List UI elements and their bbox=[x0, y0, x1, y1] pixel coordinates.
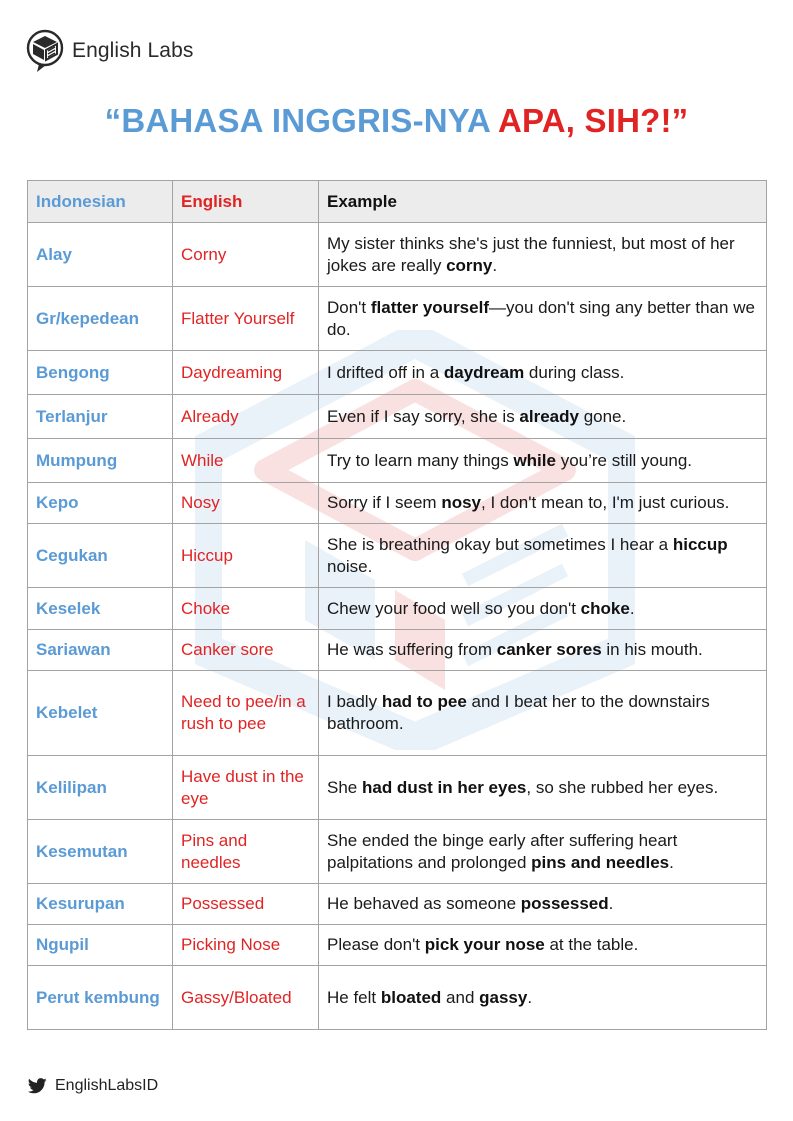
example-text: during class. bbox=[524, 362, 625, 382]
cell-english: Choke bbox=[173, 588, 319, 630]
example-keyword: had to pee bbox=[381, 692, 467, 711]
cell-example bbox=[319, 351, 767, 395]
example-text: , so she rubbed her eyes. bbox=[526, 777, 719, 797]
header-example: Example bbox=[319, 181, 767, 223]
example-keyword: pick your nose bbox=[424, 935, 545, 954]
cell-indonesian: Kesemutan bbox=[28, 820, 173, 884]
example-text: . bbox=[629, 598, 635, 618]
example-keyword: daydream bbox=[443, 362, 525, 382]
example-text: and I beat her to the downstairs bathroom. bbox=[327, 692, 710, 733]
example-text: Try to learn many things bbox=[327, 450, 514, 470]
cell-indonesian: Terlanjur bbox=[28, 395, 173, 439]
cell-example bbox=[319, 925, 767, 966]
table-row bbox=[28, 671, 767, 756]
example-keyword: flatter yourself bbox=[370, 297, 489, 317]
cell-indonesian: Perut kembung bbox=[28, 966, 173, 1030]
cell-indonesian: Sariawan bbox=[28, 630, 173, 671]
example-text: gone. bbox=[578, 406, 627, 426]
cell-example bbox=[319, 884, 767, 925]
example-keyword: corny bbox=[446, 255, 493, 275]
twitter-handle: EnglishLabsID bbox=[55, 1077, 159, 1094]
title-part-blue: “BAHASA INGGRIS-NYA bbox=[104, 102, 498, 139]
table-row bbox=[28, 925, 767, 966]
twitter-icon bbox=[28, 1078, 47, 1094]
page-title bbox=[0, 102, 793, 140]
example-keyword: hiccup bbox=[672, 534, 728, 554]
table-row bbox=[28, 223, 767, 287]
table-row bbox=[28, 756, 767, 820]
example-text: I drifted off in a bbox=[327, 362, 444, 382]
cell-english: Hiccup bbox=[173, 524, 319, 588]
example-text: and bbox=[441, 987, 480, 1007]
example-text: She bbox=[327, 777, 362, 797]
example-text: Please don't bbox=[327, 935, 425, 954]
example-keyword: while bbox=[513, 450, 556, 470]
cell-example bbox=[319, 223, 767, 287]
cell-example bbox=[319, 588, 767, 630]
cell-english: Corny bbox=[173, 223, 319, 287]
title-part-red: APA, SIH?!” bbox=[497, 102, 689, 139]
cell-english: Pins and needles bbox=[173, 820, 319, 884]
cell-english: Nosy bbox=[173, 483, 319, 524]
example-text: He behaved as someone bbox=[327, 894, 521, 913]
cell-indonesian: Kesurupan bbox=[28, 884, 173, 925]
cell-indonesian: Kebelet bbox=[28, 671, 173, 756]
cell-example bbox=[319, 820, 767, 884]
example-keyword: pins and needles bbox=[531, 852, 670, 872]
cell-english: Flatter Yourself bbox=[173, 287, 319, 351]
example-keyword: gassy bbox=[479, 987, 528, 1007]
cell-example bbox=[319, 395, 767, 439]
example-text: noise. bbox=[327, 556, 373, 576]
example-text: Don't bbox=[327, 297, 371, 317]
table-row bbox=[28, 524, 767, 588]
cell-english: Gassy/Bloated bbox=[173, 966, 319, 1030]
cell-example bbox=[319, 483, 767, 524]
example-keyword: canker sores bbox=[496, 640, 602, 659]
table-row bbox=[28, 966, 767, 1030]
cell-indonesian: Gr/kepedean bbox=[28, 287, 173, 351]
cell-example bbox=[319, 671, 767, 756]
example-text: at the table. bbox=[544, 935, 639, 954]
example-text: Sorry if I seem bbox=[327, 493, 442, 512]
table-row bbox=[28, 395, 767, 439]
table-row bbox=[28, 287, 767, 351]
example-text: you’re still young. bbox=[555, 450, 693, 470]
cell-english: Need to pee/in a rush to pee bbox=[173, 671, 319, 756]
table-row bbox=[28, 588, 767, 630]
example-keyword: had dust in her eyes bbox=[361, 777, 527, 797]
table-row bbox=[28, 630, 767, 671]
example-text: . bbox=[669, 852, 674, 872]
cell-english: Picking Nose bbox=[173, 925, 319, 966]
example-text: He felt bbox=[327, 987, 381, 1007]
vocabulary-table bbox=[27, 180, 767, 1030]
cell-english: While bbox=[173, 439, 319, 483]
cell-indonesian: Mumpung bbox=[28, 439, 173, 483]
example-text: . bbox=[492, 255, 498, 275]
example-keyword: possessed bbox=[520, 894, 609, 913]
example-text: My sister thinks she's just the funniest, but most of her jokes are really bbox=[327, 233, 735, 275]
cell-indonesian: Bengong bbox=[28, 351, 173, 395]
cell-example bbox=[319, 287, 767, 351]
brand-header bbox=[26, 28, 193, 74]
cell-example bbox=[319, 630, 767, 671]
example-keyword: nosy bbox=[441, 493, 481, 512]
brand-name: English Labs bbox=[72, 39, 194, 62]
cell-indonesian: Cegukan bbox=[28, 524, 173, 588]
example-text: in his mouth. bbox=[601, 640, 703, 659]
example-keyword: choke bbox=[580, 598, 630, 618]
example-text: . bbox=[608, 894, 614, 913]
example-keyword: bloated bbox=[380, 987, 442, 1007]
cell-indonesian: Alay bbox=[28, 223, 173, 287]
example-text: Even if I say sorry, she is bbox=[327, 406, 520, 426]
example-text: —you don't sing any better than we do. bbox=[327, 297, 755, 339]
example-text: She ended the binge early after suffering heart palpitations and prolonged bbox=[327, 830, 678, 872]
example-text: , I don't mean to, I'm just curious. bbox=[481, 493, 730, 512]
cell-indonesian: Kelilipan bbox=[28, 756, 173, 820]
header-english: English bbox=[173, 181, 319, 223]
english-labs-logo-icon bbox=[26, 28, 66, 74]
table-row bbox=[28, 439, 767, 483]
cell-example bbox=[319, 756, 767, 820]
header-indonesian: Indonesian bbox=[28, 181, 173, 223]
cell-english: Canker sore bbox=[173, 630, 319, 671]
cell-example bbox=[319, 966, 767, 1030]
example-keyword: already bbox=[519, 406, 579, 426]
cell-english: Possessed bbox=[173, 884, 319, 925]
table-row bbox=[28, 884, 767, 925]
example-text: Chew your food well so you don't bbox=[327, 598, 581, 618]
example-text: I badly bbox=[327, 692, 382, 711]
table-header-row bbox=[28, 181, 767, 223]
table-row bbox=[28, 820, 767, 884]
table-row bbox=[28, 483, 767, 524]
example-text: She is breathing okay but sometimes I hear a bbox=[327, 534, 673, 554]
footer bbox=[28, 1077, 158, 1095]
cell-english: Already bbox=[173, 395, 319, 439]
example-text: . bbox=[527, 987, 533, 1007]
cell-example bbox=[319, 439, 767, 483]
cell-indonesian: Kepo bbox=[28, 483, 173, 524]
cell-indonesian: Keselek bbox=[28, 588, 173, 630]
cell-example bbox=[319, 524, 767, 588]
example-text: He was suffering from bbox=[327, 640, 497, 659]
cell-english: Daydreaming bbox=[173, 351, 319, 395]
cell-indonesian: Ngupil bbox=[28, 925, 173, 966]
cell-english: Have dust in the eye bbox=[173, 756, 319, 820]
table-row bbox=[28, 351, 767, 395]
